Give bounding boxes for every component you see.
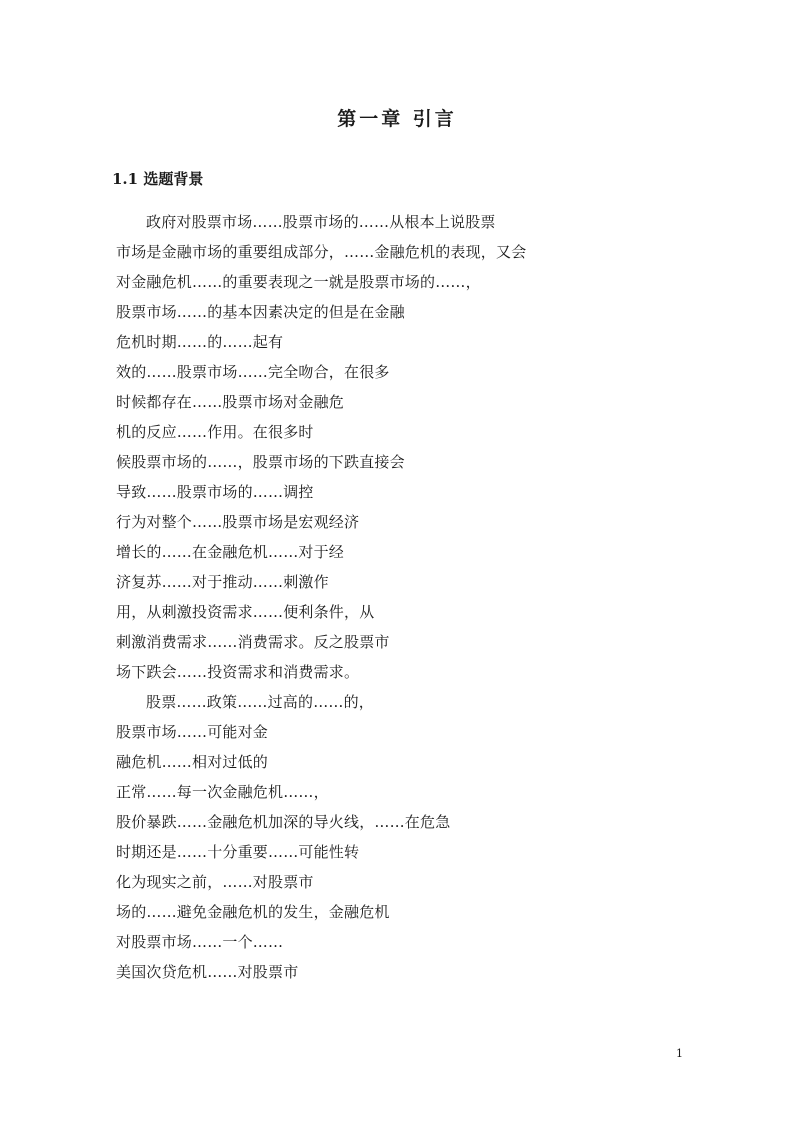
section-heading: 1.1 选题背景 <box>112 170 204 188</box>
body-line: 化为现实之前，……对股票市 <box>116 873 314 891</box>
body-line: 对金融危机……的重要表现之一就是股票市场的……， <box>116 273 481 291</box>
body-line: 机的反应……作用。在很多时 <box>116 423 314 441</box>
body-line: 股票市场……的基本因素决定的但是在金融 <box>116 303 405 321</box>
body-line: 场的……避免金融危机的发生，金融危机 <box>116 903 390 921</box>
body-line: 增长的……在金融危机……对于经 <box>116 543 345 561</box>
body-line: 行为对整个……股票市场是宏观经济 <box>116 513 360 531</box>
body-line: 候股票市场的……，股票市场的下跌直接会 <box>116 453 405 471</box>
body-line: 美国次贷危机……对股票市 <box>116 963 299 981</box>
body-line: 时期还是……十分重要……可能性转 <box>116 843 360 861</box>
body-line: 刺激消费需求……消费需求。反之股票市 <box>116 633 390 651</box>
body-line: 效的……股票市场……完全吻合，在很多 <box>116 363 390 381</box>
body-line: 对股票市场……一个…… <box>116 933 284 951</box>
body-line: 济复苏……对于推动……刺激作 <box>116 573 329 591</box>
body-line: 市场是金融市场的重要组成部分，……金融危机的表现，又会 <box>116 243 527 261</box>
chapter-title: 第一章 引言 <box>337 108 457 130</box>
body-line: 场下跌会……投资需求和消费需求。 <box>116 663 360 681</box>
body-line: 股价暴跌……金融危机加深的导火线，……在危急 <box>116 813 451 831</box>
body-line: 危机时期……的……起有 <box>116 333 284 351</box>
page-number: 1 <box>676 1047 683 1060</box>
body-line: 融危机……相对过低的 <box>116 753 269 771</box>
body-line: 用，从刺激投资需求……便利条件，从 <box>116 603 375 621</box>
body-line: 正常……每一次金融危机……， <box>116 783 329 801</box>
body-line: 股票……政策……过高的……的， <box>146 693 375 711</box>
body-text <box>116 207 676 987</box>
body-line: 政府对股票市场……股票市场的……从根本上说股票 <box>146 213 496 231</box>
body-line: 时候都存在……股票市场对金融危 <box>116 393 345 411</box>
body-line: 导致……股票市场的……调控 <box>116 483 314 501</box>
body-line: 股票市场……可能对金 <box>116 723 269 741</box>
